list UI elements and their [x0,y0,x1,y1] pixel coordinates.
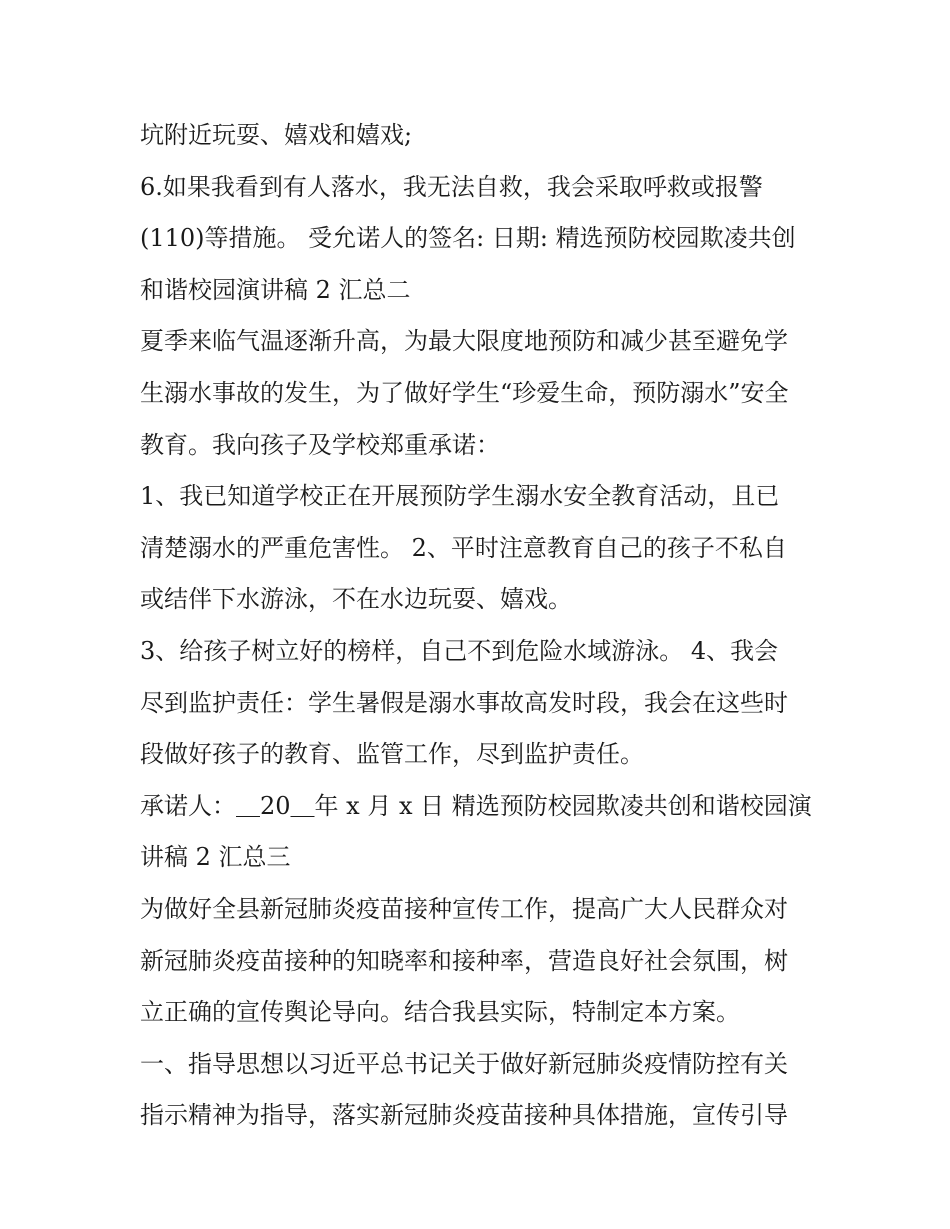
text-line: 坑附近玩耍、嬉戏和嬉戏; [140,121,413,149]
text-line: 生溺水事故的发生，为了做好学生“珍爱生命，预防溺水”安全 [140,378,789,407]
text-line: 教育。我向孩子及学校郑重承诺： [140,430,500,459]
text-line: 6.如果我看到有人落水，我无法自救，我会采取呼救或报警 [140,172,763,201]
text-line: 承诺人：＿20＿年 x 月 x 日 精选预防校园欺凌共创和谐校园演 [140,791,812,820]
text-line: 段做好孩子的教育、监管工作，尽到监护责任。 [140,740,644,769]
text-line: 或结伴下水游泳，不在水边玩耍、嬉戏。 [140,585,572,614]
text-line: 一、指导思想以习近平总书记关于做好新冠肺炎疫情防控有关 [140,1049,788,1078]
text-line: 讲稿 2 汇总三 [140,843,291,872]
text-line: 和谐校园演讲稿 2 汇总二 [140,275,411,304]
text-line: 1、我已知道学校正在开展预防学生溺水安全教育活动，且已 [140,482,780,511]
text-line: 新冠肺炎疫苗接种的知晓率和接种率，营造良好社会氛围，树 [140,946,788,975]
text-line: 为做好全县新冠肺炎疫苗接种宣传工作，提高广大人民群众对 [140,894,788,923]
document-body [140,110,820,1142]
text-line: 3、给孩子树立好的榜样，自己不到危险水域游泳。 4、我会 [140,636,779,665]
text-line: 尽到监护责任：学生暑假是溺水事故高发时段，我会在这些时 [140,688,788,717]
text-line: 夏季来临气温逐渐升高，为最大限度地预防和减少甚至避免学 [140,327,788,356]
text-line: 指示精神为指导，落实新冠肺炎疫苗接种具体措施，宣传引导 [140,1101,788,1130]
text-line: (110)等措施。 受允诺人的签名: 日期: 精选预防校园欺凌共创 [140,224,796,253]
text-line: 清楚溺水的严重危害性。 2、平时注意教育自己的孩子不私自 [140,533,787,562]
text-line: 立正确的宣传舆论导向。结合我县实际，特制定本方案。 [140,998,740,1027]
